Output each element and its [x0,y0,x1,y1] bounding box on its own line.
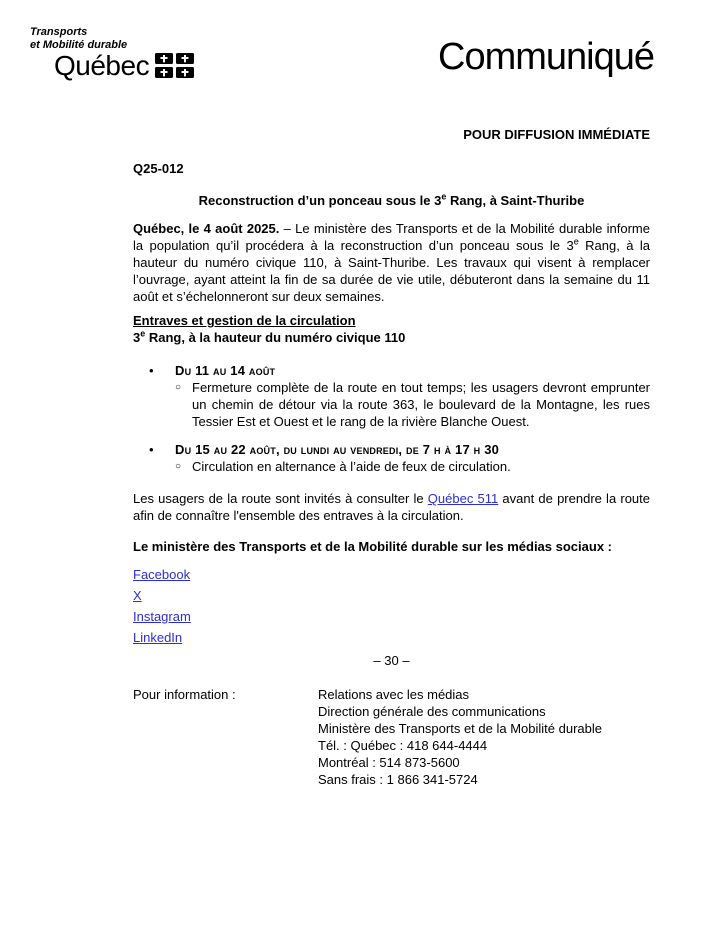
title-text: Reconstruction d’un ponceau sous le 3 [198,193,442,208]
dateline-dash: – [279,221,296,236]
facebook-link[interactable]: Facebook [133,567,191,582]
release-number: Q25-012 [133,161,184,176]
contact-label: Pour information : [133,687,236,702]
title-superscript: e [441,191,447,202]
subheading-text: 3 [133,330,141,345]
section-heading-entraves: Entraves et gestion de la circulation [133,313,356,328]
contact-block [133,686,650,788]
quebec-flag-quadrant-icon [176,53,194,64]
linkedin-link[interactable]: LinkedIn [133,630,183,645]
instagram-link[interactable]: Instagram [133,609,191,624]
quebec-gov-logo [30,26,194,79]
lead-text-end: Rang, à la hauteur du numéro civique 110, à Saint-Thuribe. Les travaux qui visent à remplacer l’ouvrage, ayant atteint la fin de sa durée de vie utile, débuteront dans la semaine du 11 août et s’échelonneront sur deux semaines. [133,238,651,304]
sub-bullet-item [175,379,650,430]
document-body [133,126,650,788]
advisory-paragraph [133,490,650,524]
bullet-item-period2 [133,441,650,475]
advisory-text-end: avant de prendre la route afin de connaître l'ensemble des entraves à la circulation. [133,491,650,523]
contact-line-phone-quebec: Tél. : Québec : 418 644-4444 [318,738,488,753]
circle-marker-icon: ○ [175,382,182,393]
subheading-superscript: e [140,328,146,339]
quebec-wordmark: Québec [54,50,150,81]
contact-line-phone-montreal: Montréal : 514 873-5600 [318,755,460,770]
logo-line2: et Mobilité durable [30,39,128,51]
social-media-heading: Le ministère des Transports et de la Mobilité durable sur les médias sociaux : [133,539,612,554]
contact-line-media-relations: Relations avec les médias [318,687,470,702]
contact-line-phone-tollfree: Sans frais : 1 866 341-5724 [318,772,478,787]
end-mark-30: – 30 – [373,653,410,668]
quebec-flag-quadrant-icon [176,67,194,78]
bullet-marker-icon: • [149,442,154,457]
bullet-period2-dates: Du 15 au 22 août, du lundi au vendredi, de 7 h à 17 h 30 [175,442,500,457]
x-link[interactable]: X [133,588,142,603]
quebec-flag-icon [155,53,194,78]
press-release-title [133,192,650,209]
title-text-end: Rang, à Saint-Thuribe [446,193,585,208]
diffusion-notice: POUR DIFFUSION IMMÉDIATE [463,127,650,142]
sub-bullet-item [175,458,650,475]
bullet-period2-detail: Circulation en alternance à l’aide de feux de circulation. [192,459,511,474]
subheading-text-end: Rang, à la hauteur du numéro civique 110 [145,330,406,345]
bullet-period1-dates: Du 11 au 14 août [175,363,276,378]
quebec-511-link[interactable]: Québec 511 [427,491,499,506]
contact-line-ministry: Ministère des Transports et de la Mobilité durable [318,721,602,736]
masthead-communique: Communiqué [438,36,654,78]
circle-marker-icon: ○ [175,461,182,472]
lead-text: Le ministère des Transports et de la Mobilité durable informe la population qu’il procédera à la reconstruction d’un ponceau sous le 3 [133,221,650,253]
bullet-item-period1 [133,362,650,430]
quebec-flag-quadrant-icon [155,67,173,78]
logo-department-name [30,26,194,52]
bullet-marker-icon: • [149,363,154,378]
contact-line-directorate: Direction générale des communications [318,704,546,719]
quebec-flag-quadrant-icon [155,53,173,64]
bullet-period1-detail: Fermeture complète de la route en tout temps; les usagers devront emprunter un chemin de détour via la route 363, le boulevard de la Montagne, les rues Tessier Est et Ouest et le rang de la rivière Blanche Ouest. [192,380,650,429]
logo-line1: Transports [30,26,88,38]
lead-superscript: e [573,236,579,247]
lead-paragraph [133,220,650,305]
dateline: Québec, le 4 août 2025. [133,221,280,236]
contact-details [318,686,650,788]
section-subheading-location [133,329,650,346]
advisory-text: Les usagers de la route sont invités à consulter le [133,491,428,506]
